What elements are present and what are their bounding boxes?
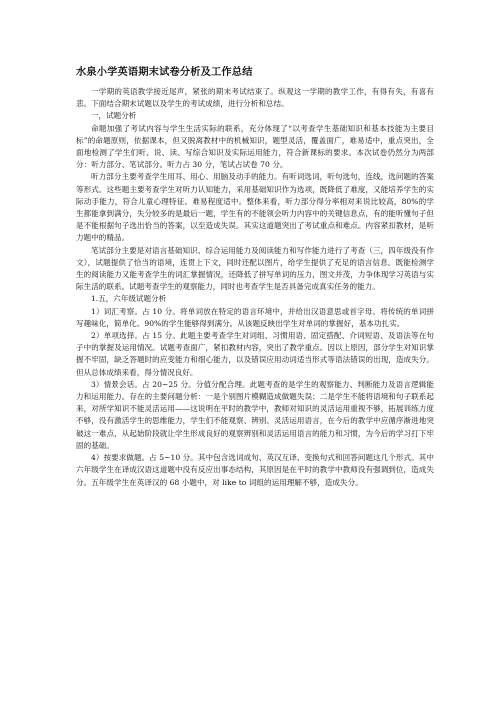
intro-paragraph: 一学期的英语教学接近尾声，紧张的期末考试结束了。纵观这一学期的教学工作，有得有失，有喜有悲。下面结合期末试题以及学生的考试成绩，进行分析和总结。 [76, 87, 434, 109]
paragraph-dialogue: 3）情景会话。占 20~25 分。分值分配合理。此题考查的是学生的观察能力、判断能力及语言逻辑能力和运用能力。存在的主要问题分析：一是个别图片模糊造成做题失误；二是学生不能将语境和句子联系起来，对所学知识不能灵活运用——这说明在平时的教学中，教师对知识的灵活运用重视不够，拓展训练力度不够，没有激活学生的思维能力，学生们不能观察、辨别、灵活运用语言，在今后的教学中应循序渐进地突破这一难点，从起始阶段就让学生形成良好的观察辨别和灵活运用语言的能力和习惯，为今后的学习打下牢固的基础。 [76, 379, 434, 450]
document-title: 水泉小学英语期末试卷分析及工作总结 [76, 67, 253, 78]
document-page [76, 66, 434, 489]
paragraph-listening: 听力部分主要考查学生用耳、用心、用脑及动手的能力。有听词选词，听句选句，连线，选问题的答案等形式。这些题主要考查学生对听力认知能力，采用基础知识作为选项，既降低了难度，又能培养学生的实际动手能力，符合儿童心理特征。难易程度适中。整体来看，听力部分得分率相对来说比较高，80%的学生都能拿到满分，失分较多的是最后一题，学生有的不能领会听力内容中的关键信息点，有的能听懂句子但是不能根据句子选出恰当的答案，以至造成失误。其实这道题突出了考试重点和难点。内容紧扣教材，是听力题中的精品。 [76, 172, 434, 243]
paragraph-multiple-choice: 2）单项选择。占 15 分。此题主要考查学生对词组、习惯用语、固定搭配、介词短语、及语法等在句子中的掌握及运用情况。试题考查面广，紧扣教材内容，突出了教学重点。因以上原因，部分学生对知识掌握不牢固，缺乏答题时的应变能力和细心能力，以及错误应用动词适当形式等语法错误的出现，造成失分。但从总体成绩来看，得分情况良好。 [76, 331, 434, 377]
paragraph-tasks: 4）按要求做题。占 5~10 分。其中包含选词成句、英汉互译、变换句式和回答问题这几个形式。其中六年级学生在译成汉语这道题中没有反应出事态结构，其原因是在平时的教学中教师没有强调到位，造成失分。五年级学生在英译汉的 68 小题中，对 like to 词组的运用理解不够，造成失分。 [76, 453, 434, 487]
paragraph-written: 笔试部分主要是对语言基础知识、综合运用能力及阅读能力和写作能力进行了考查（三，四年级没有作文），试题提供了恰当的语境，连贯上下文，同时还配以图片，给学生提供了充足的语言信息。既能检测学生的阅读能力又能考查学生的词汇掌握情况，还降低了拼写单词的压力，图文并茂，力争体现学习英语与实际生活的联系。试题考查学生的观察能力，同时也考查学生是否具备完成真实任务的能力。 [76, 245, 434, 292]
subheading-grade-five-six: 1.五，六年级试题分析 [91, 294, 167, 304]
paragraph-question-design: 命题加强了考试内容与学生生活实际的联系，充分体现了“以考查学生基础知识和基本技能为主要目标”的命题原则，依据课本，但又脱离教材中的机械知识，题型灵活，覆盖面广，难易适中，重点突出，全面地检测了学生们听、说、读、写综合知识及实际运用能力，符合新课标的要求。本次试卷仍然分为两部分：听力部分、笔试部分。听力占 30 分，笔试占试卷 70 分。 [76, 123, 434, 170]
paragraph-vocabulary: 1）词汇考察。占 10 分。将单词放在特定的语言环境中，并给出汉语意思或首字母。将传统的单词拼写趣味化，简单化。90%的学生能够得到满分。从该题反映出学生对单词的掌握好，基本功扎实。 [76, 306, 434, 328]
section-heading-test-analysis: 一，试题分析 [91, 111, 137, 121]
